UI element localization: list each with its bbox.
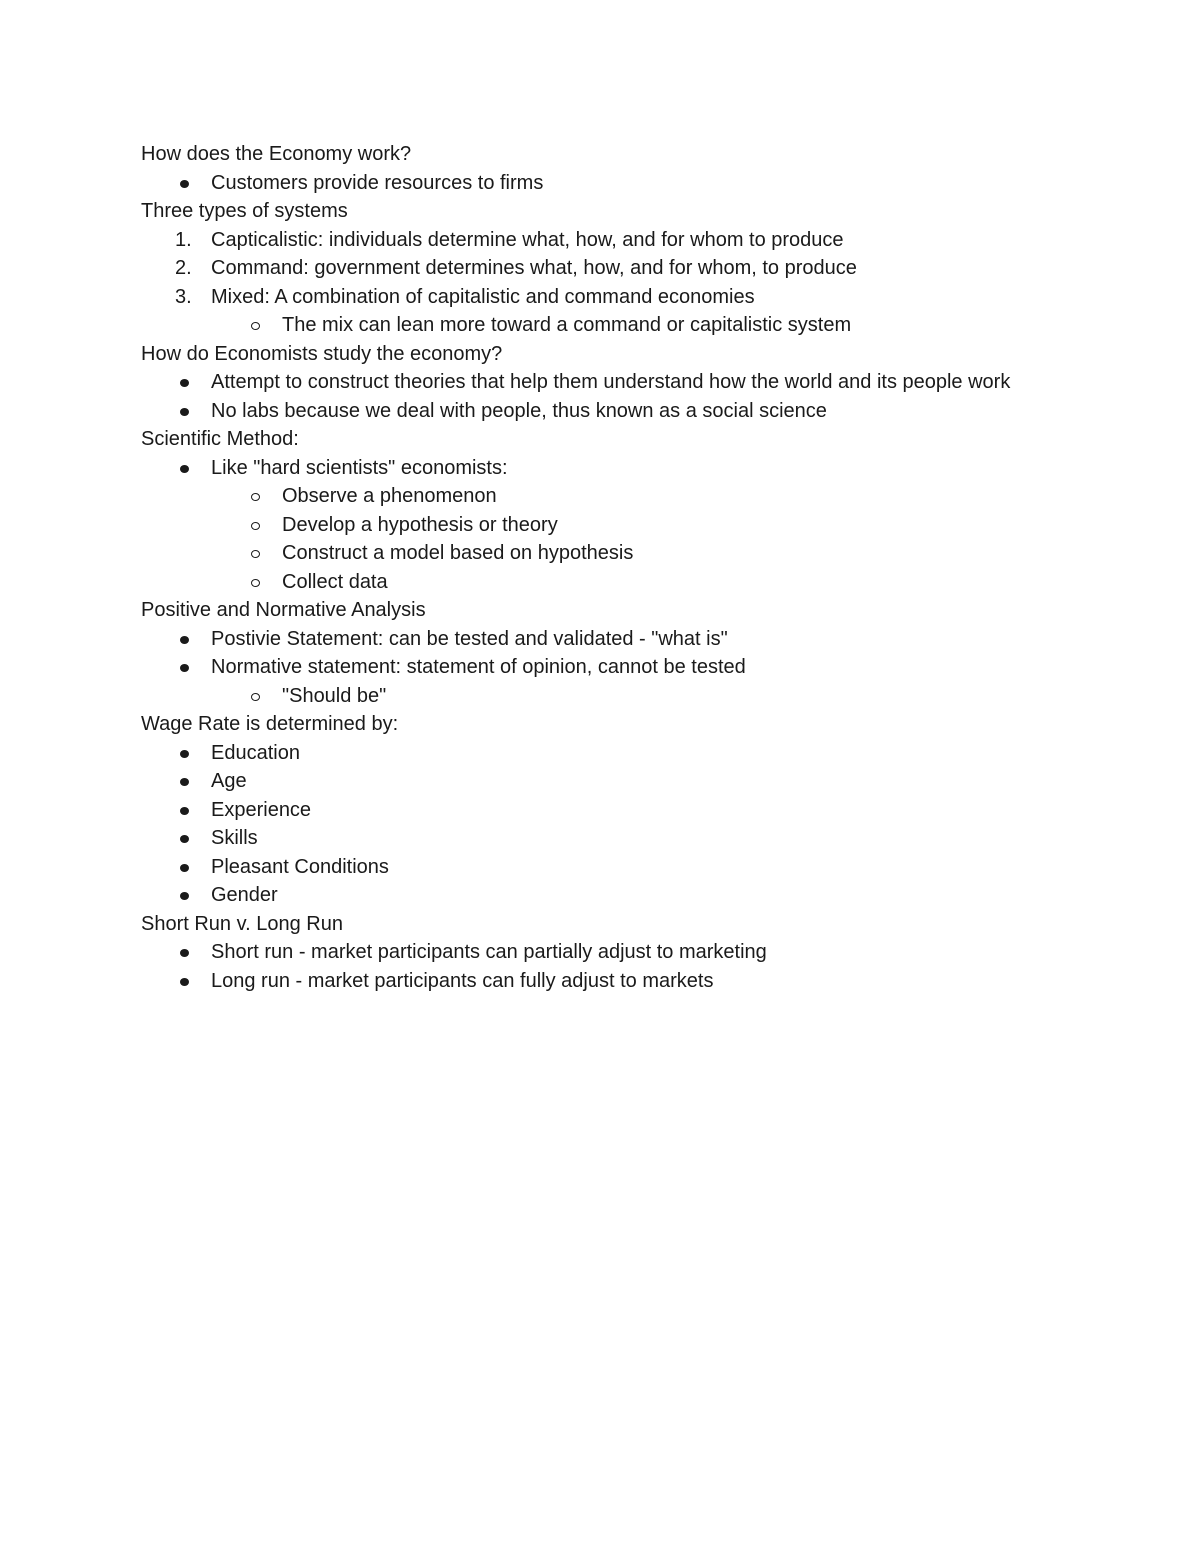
- section-heading: Positive and Normative Analysis: [141, 599, 426, 621]
- hollow-bullet-icon: [251, 693, 260, 701]
- bullet-icon: [180, 978, 189, 986]
- list-item-text: No labs because we deal with people, thus known as a social science: [211, 399, 827, 422]
- list-item: [141, 881, 1061, 910]
- list-item-text: Long run - market participants can fully adjust to markets: [211, 969, 714, 992]
- list-item-text: Gender: [211, 884, 278, 906]
- list-item: [141, 226, 1061, 255]
- list-number: 3.: [175, 285, 192, 308]
- sub-list-item: [141, 311, 1061, 340]
- list-number: 1.: [175, 228, 192, 251]
- bullet-icon: [180, 778, 189, 786]
- section-heading: Wage Rate is determined by:: [141, 713, 399, 735]
- list-item-text: Capticalistic: individuals determine what, how, and for whom to produce: [211, 228, 844, 251]
- list-item-text: Mixed: A combination of capitalistic and command economies: [211, 285, 755, 308]
- list-item: [141, 739, 1061, 768]
- bullet-icon: [180, 864, 189, 872]
- sub-list-item-text: Observe a phenomenon: [282, 485, 497, 507]
- bullet-icon: [180, 465, 189, 473]
- sub-list-item-text: Collect data: [282, 570, 388, 593]
- sub-list-item: [141, 511, 1061, 540]
- list-item: [141, 454, 1061, 483]
- bullet-icon: [180, 180, 189, 188]
- list-item: [141, 824, 1061, 853]
- list-item-text: Pleasant Conditions: [211, 855, 389, 878]
- list-item: [141, 397, 1061, 426]
- sub-list-item-text: "Should be": [282, 684, 387, 707]
- list-item: [141, 625, 1061, 654]
- bullet-icon: [180, 750, 189, 758]
- list-item: [141, 853, 1061, 882]
- sub-list-item-text: Develop a hypothesis or theory: [282, 513, 558, 536]
- list-item-text: Skills: [211, 827, 258, 849]
- sub-list-item: [141, 568, 1061, 597]
- sub-list-item: [141, 539, 1061, 568]
- bullet-icon: [180, 408, 189, 416]
- list-item: [141, 169, 1061, 198]
- list-item-text: Postivie Statement: can be tested and validated - "what is": [211, 627, 728, 650]
- sub-list-item: [141, 482, 1061, 511]
- list-item: [141, 796, 1061, 825]
- list-item: [141, 254, 1061, 283]
- hollow-bullet-icon: [251, 322, 260, 330]
- list-item: [141, 283, 1061, 312]
- list-item-text: Age: [211, 770, 247, 792]
- list-item-text: Customers provide resources to firms: [211, 171, 544, 194]
- list-item-text: Normative statement: statement of opinion, cannot be tested: [211, 656, 746, 678]
- hollow-bullet-icon: [251, 550, 260, 558]
- list-item: [141, 653, 1061, 682]
- hollow-bullet-icon: [251, 522, 260, 530]
- section-heading: Scientific Method:: [141, 428, 299, 450]
- list-item: [141, 938, 1061, 967]
- sub-list-item-text: Construct a model based on hypothesis: [282, 542, 634, 564]
- bullet-icon: [180, 807, 189, 815]
- list-item: [141, 368, 1061, 397]
- sub-list-item-text: The mix can lean more toward a command or capitalistic system: [282, 314, 852, 336]
- section-heading: How does the Economy work?: [141, 143, 412, 165]
- list-item-text: Education: [211, 741, 300, 764]
- hollow-bullet-icon: [251, 579, 260, 587]
- bullet-icon: [180, 379, 189, 387]
- bullet-icon: [180, 636, 189, 644]
- sub-list-item: [141, 682, 1061, 711]
- list-item-text: Experience: [211, 798, 312, 821]
- list-item-text: Like "hard scientists" economists:: [211, 456, 508, 479]
- bullet-icon: [180, 892, 189, 900]
- hollow-bullet-icon: [251, 493, 260, 501]
- list-item-text: Short run - market participants can partially adjust to marketing: [211, 941, 767, 963]
- list-item-text: Command: government determines what, how, and for whom, to produce: [211, 257, 857, 279]
- list-number: 2.: [175, 257, 192, 279]
- section-heading: Short Run v. Long Run: [141, 912, 343, 935]
- section-heading: Three types of systems: [141, 200, 348, 222]
- section-heading: How do Economists study the economy?: [141, 342, 503, 365]
- bullet-icon: [180, 949, 189, 957]
- document-body: [141, 140, 1061, 995]
- list-item-text: Attempt to construct theories that help them understand how the world and its people work: [211, 371, 1011, 393]
- bullet-icon: [180, 835, 189, 843]
- bullet-icon: [180, 664, 189, 672]
- list-item: [141, 767, 1061, 796]
- list-item: [141, 967, 1061, 996]
